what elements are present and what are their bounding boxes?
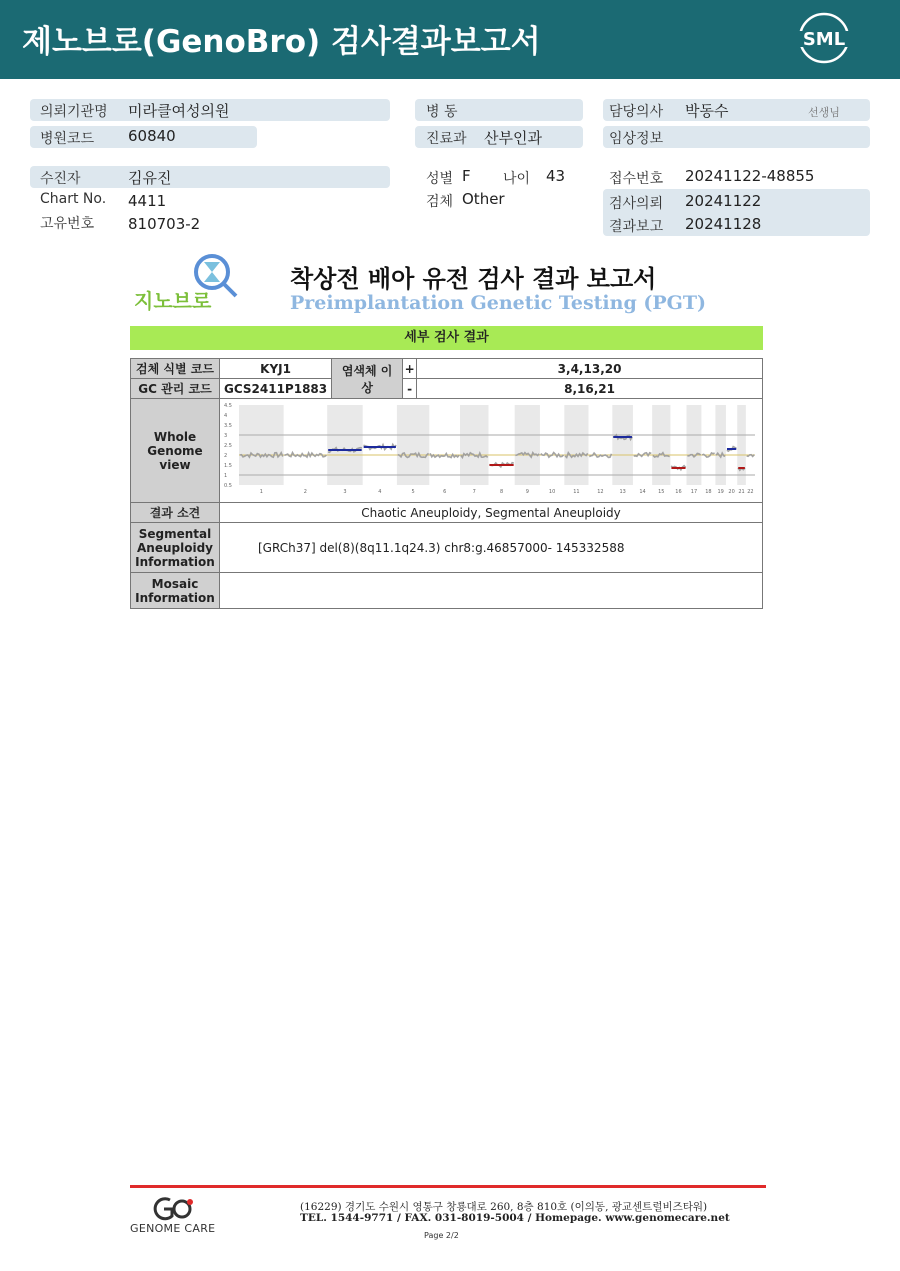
pgt-title-english: Preimplantation Genetic Testing (PGT): [290, 292, 706, 314]
x-tick-label: 8: [499, 489, 504, 495]
genome-view-label: Whole Genome view: [131, 399, 220, 503]
svg-text:SML: SML: [802, 29, 846, 50]
chromosome-band: [737, 405, 746, 485]
segmental-value: [GRCh37] del(8)(8q11.1q24.3) chr8:g.46857000- 145332588: [220, 523, 763, 573]
report-title: 제노브로(GenoBro) 검사결과보고서: [22, 24, 541, 60]
chromosome-band: [460, 405, 488, 485]
x-tick-label: 16: [675, 489, 682, 495]
x-tick-label: 10: [548, 489, 556, 495]
page-number: Page 2/2: [424, 1231, 459, 1240]
x-tick-label: 19: [717, 489, 724, 495]
request-value: 20241122: [685, 192, 762, 210]
abnormal-label: 염색체 이상: [332, 359, 403, 399]
x-tick-label: 12: [597, 489, 604, 495]
clinical-info-label: 임상정보: [609, 131, 664, 147]
specimen-value: Other: [462, 190, 505, 208]
minus-sign: -: [403, 379, 417, 399]
x-tick-label: 6: [443, 489, 447, 495]
y-tick-label: 1: [224, 473, 228, 479]
chromosome-band: [715, 405, 726, 485]
y-tick-label: 2: [224, 453, 228, 459]
patient-bar: [30, 166, 390, 188]
y-tick-label: 2.5: [224, 443, 232, 449]
institution-label: 의뢰기관명: [40, 104, 108, 120]
x-tick-label: 9: [525, 489, 529, 495]
minus-value: 8,16,21: [417, 379, 763, 399]
whole-genome-chart: [223, 401, 759, 497]
x-tick-label: 14: [639, 489, 646, 495]
sml-logo: [794, 12, 854, 66]
footer-company: GENOME CARE: [130, 1222, 216, 1235]
unique-value: 810703-2: [128, 215, 201, 233]
doctor-label: 담당의사: [609, 104, 664, 120]
x-tick-label: 5: [411, 489, 415, 495]
doctor-value: 박동수: [685, 102, 729, 120]
plus-sign: +: [403, 359, 417, 379]
chromosome-band: [652, 405, 670, 485]
results-table: [130, 358, 763, 609]
x-tick-label: 15: [658, 489, 665, 495]
patient-value: 김유진: [128, 169, 172, 187]
pgt-title-korean: 착상전 배아 유전 검사 결과 보고서: [290, 265, 657, 293]
gc-code-value: GCS2411P1883: [220, 379, 332, 399]
age-label: 나이: [503, 171, 531, 187]
receipt-label: 접수번호: [609, 171, 664, 187]
y-tick-label: 3.5: [224, 423, 232, 429]
genobro-logo: [132, 252, 244, 314]
specimen-code-label: 검체 식별 코드: [131, 359, 220, 379]
receipt-value: 20241122-48855: [685, 167, 815, 185]
x-tick-label: 7: [472, 489, 476, 495]
x-tick-label: 20: [728, 489, 735, 495]
hospital-code-value: 60840: [128, 127, 176, 145]
x-tick-label: 21: [738, 489, 745, 495]
y-tick-label: 3: [224, 433, 228, 439]
report-header: [0, 0, 900, 79]
x-tick-label: 17: [690, 489, 698, 495]
footer-contact: TEL. 1544-9771 / FAX. 031-8019-5004 / Homepage. www.genomecare.net: [300, 1212, 730, 1224]
age-value: 43: [546, 167, 566, 185]
patient-label: 수진자: [40, 171, 81, 187]
chart-label: Chart No.: [40, 191, 107, 207]
x-tick-label: 1: [259, 489, 263, 495]
specimen-label: 검체: [426, 194, 454, 210]
gc-code-label: GC 관리 코드: [131, 379, 220, 399]
doctor-suffix: 선생님: [808, 106, 840, 119]
x-tick-label: 2: [303, 489, 307, 495]
institution-value: 미라클여성의원: [128, 102, 230, 120]
segmental-label: Segmental Aneuploidy Information: [131, 523, 220, 573]
request-label: 검사의뢰: [609, 196, 664, 212]
section-title: 세부 검사 결과: [404, 330, 489, 345]
y-tick-label: 4.5: [224, 403, 232, 409]
finding-label: 결과 소견: [131, 503, 220, 523]
finding-value: Chaotic Aneuploidy, Segmental Aneuploidy: [220, 503, 763, 523]
y-tick-label: 0.5: [224, 483, 232, 489]
svg-text:지노브로: 지노브로: [134, 289, 212, 313]
y-tick-label: 1.5: [224, 463, 232, 469]
unique-label: 고유번호: [40, 216, 95, 232]
hospital-code-label: 병원코드: [40, 131, 95, 147]
x-tick-label: 18: [705, 489, 712, 495]
chart-value: 4411: [128, 192, 167, 210]
specimen-code-value: KYJ1: [220, 359, 332, 379]
footer-address: (16229) 경기도 수원시 영통구 창룡대로 260, 8층 810호 (이의동, 광교센트럴비즈타워): [300, 1201, 708, 1213]
sex-label: 성별: [426, 171, 454, 187]
report-date-value: 20241128: [685, 215, 762, 233]
chromosome-band: [327, 405, 362, 485]
chromosome-band: [687, 405, 702, 485]
chromosome-band: [239, 405, 284, 485]
department-value: 산부인과: [484, 129, 542, 147]
chromosome-band: [515, 405, 540, 485]
footer-divider: [130, 1185, 766, 1188]
chromosome-band: [564, 405, 588, 485]
y-tick-label: 4: [224, 413, 228, 419]
chromosome-band: [612, 405, 633, 485]
x-tick-label: 13: [619, 489, 626, 495]
genome-care-logo: [150, 1196, 198, 1222]
department-label: 진료과: [426, 131, 467, 147]
plus-value: 3,4,13,20: [417, 359, 763, 379]
section-title-bar: [130, 326, 763, 350]
chromosome-band: [397, 405, 429, 485]
mosaic-value: [220, 573, 763, 609]
x-tick-label: 22: [747, 489, 754, 495]
sex-value: F: [462, 167, 471, 185]
mosaic-label: Mosaic Information: [131, 573, 220, 609]
ward-label: 병 동: [426, 104, 458, 120]
x-tick-label: 4: [378, 489, 382, 495]
x-tick-label: 11: [573, 489, 580, 495]
x-tick-label: 3: [343, 489, 347, 495]
report-date-label: 결과보고: [609, 219, 664, 235]
